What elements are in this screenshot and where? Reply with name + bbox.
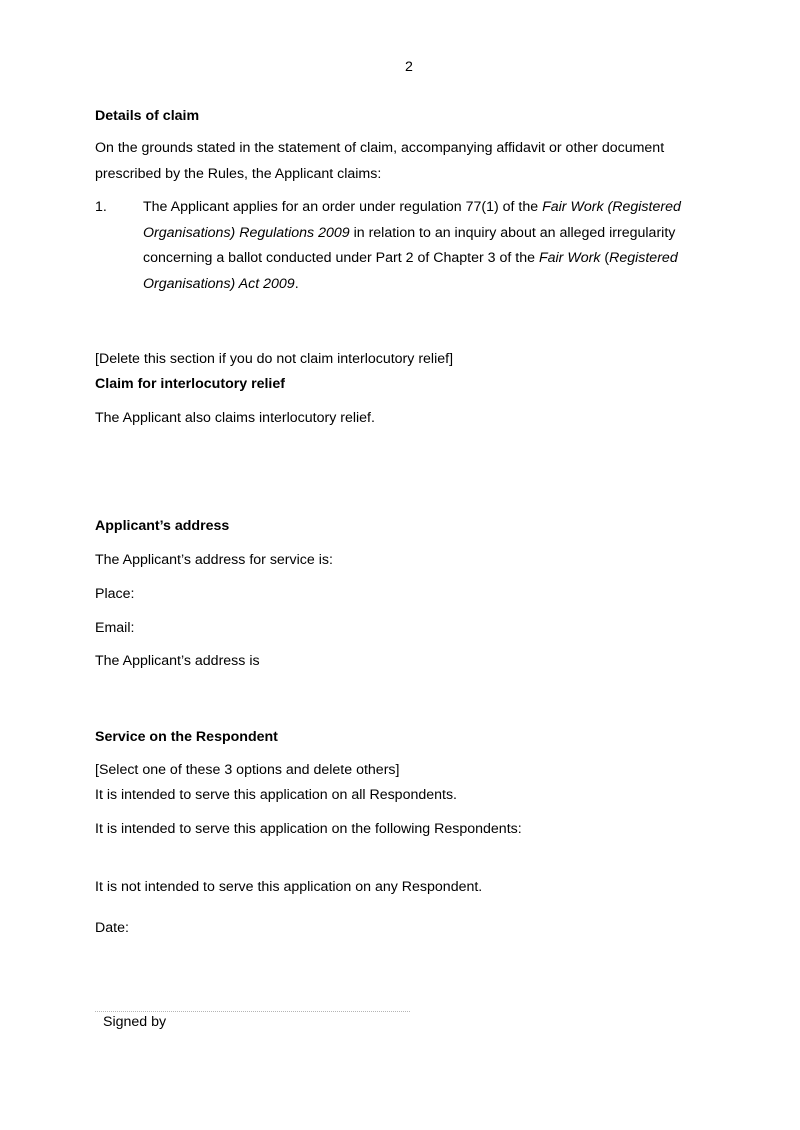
interlocutory-text: The Applicant also claims interlocutory relief. <box>95 410 375 426</box>
claim-item-seg3: ( <box>600 250 610 267</box>
service-option-none: It is not intended to serve this application on any Respondent. <box>95 879 483 895</box>
signed-by-label: Signed by <box>103 1014 167 1030</box>
claim-item-seg1: The Applicant applies for an order under regulation 77(1) of the <box>143 199 543 215</box>
claim-item-text <box>143 195 728 298</box>
service-heading: Service on the Respondent <box>95 729 278 745</box>
interlocutory-heading: Claim for interlocutory relief <box>95 376 285 392</box>
claim-item-number: 1. <box>95 199 107 215</box>
act-title-part2: Registered Organisations) Act 2009 <box>143 250 678 293</box>
service-instruction: [Select one of these 3 options and delete others] <box>95 762 400 778</box>
claim-item-seg2: in relation to an inquiry about an alleged irregularity concerning a ballot conducted under Part 2 of Chapter 3 of the <box>143 224 676 267</box>
regulations-title: Fair Work (Registered Organisations) Regulations 2009 <box>143 199 681 241</box>
page-number: 2 <box>405 59 413 75</box>
address-heading: Applicant’s address <box>95 518 230 534</box>
address-service-line: The Applicant’s address for service is: <box>95 552 333 568</box>
date-label: Date: <box>95 920 129 936</box>
details-intro: On the grounds stated in the statement of claim, accompanying affidavit or other document prescribed by the Rules, the Applicant claims: <box>95 140 665 182</box>
details-heading: Details of claim <box>95 108 200 124</box>
act-title-part1: Fair Work <box>538 250 601 267</box>
email-label: Email: <box>95 620 135 636</box>
place-label: Place: <box>95 586 135 602</box>
signature-line <box>95 1011 410 1012</box>
claim-item-seg4: . <box>294 276 299 293</box>
interlocutory-instruction: [Delete this section if you do not claim interlocutory relief] <box>95 351 454 367</box>
applicant-address-line: The Applicant’s address is <box>95 653 260 669</box>
service-option-all: It is intended to serve this application on all Respondents. <box>95 787 458 803</box>
service-option-following: It is intended to serve this application on the following Respondents: <box>95 821 522 837</box>
